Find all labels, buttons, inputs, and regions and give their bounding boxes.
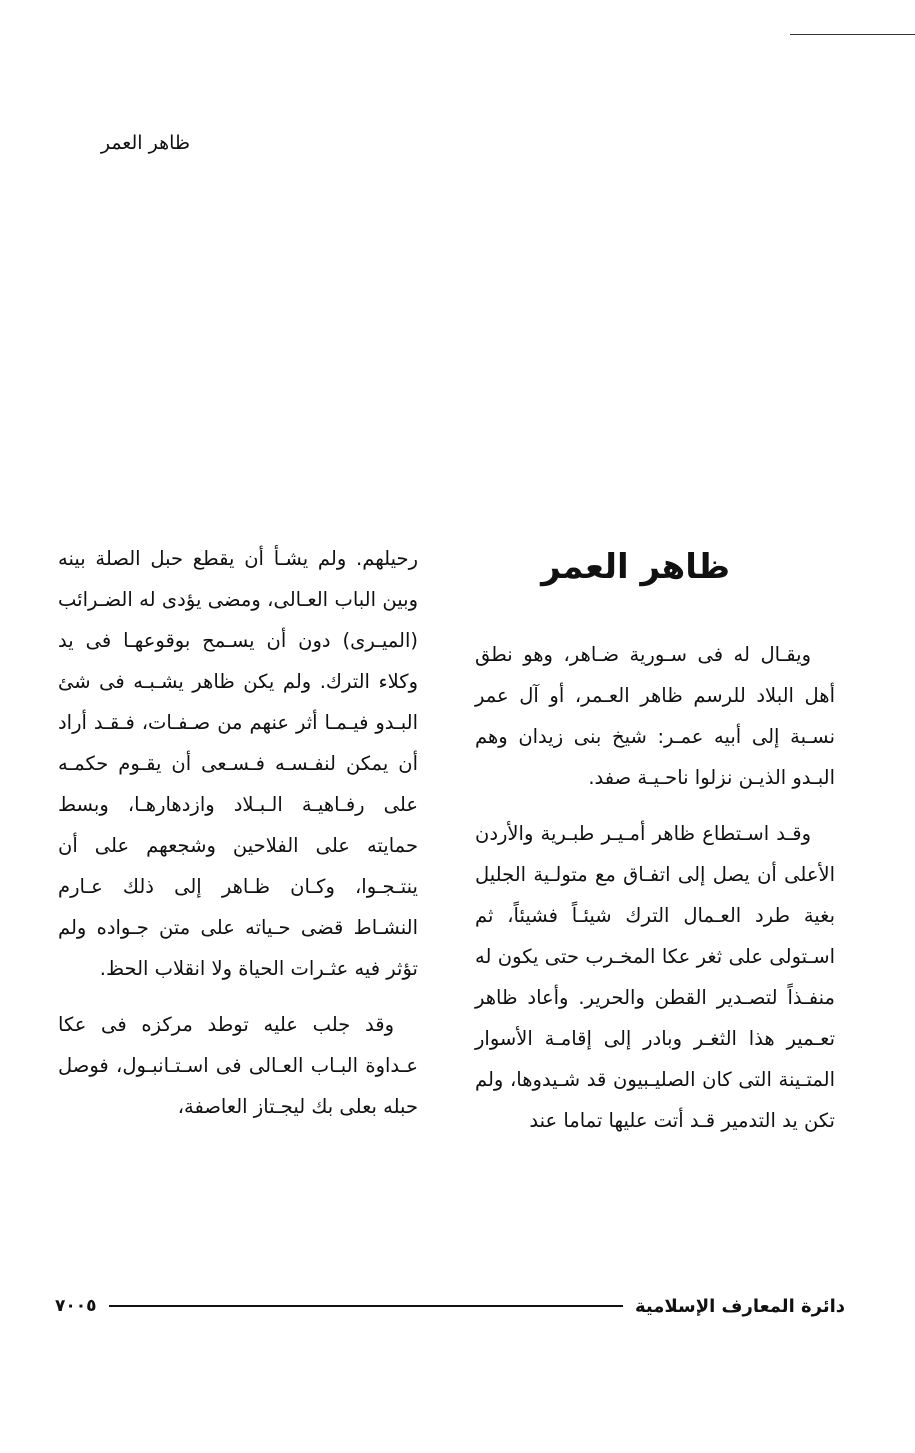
paragraph: رحيلهم. ولم يشـأ أن يقطع حبل الصلة بينه وبين الباب العـالى، ومضى يؤدى له الضـرائب (الميـرى) دون أن يسـمح بوقوعهـا فى يد وكلاء الترك. ولم يكن ظاهر يشـبـه فى شئ البـدو فيـمـا أثر عنهم من صـفـات، فـقـد أراد أن يمكن لنفـسـه فـسـعى أن يقـوم حكمـه على رفـاهيـة الـبـلاد وازدهارهـا، وبسط حمايته على الفلاحين وشجعهم على أن ينتـجـوا، وكـان ظـاهر إلى ذلك عـارم النشـاط قضى حـياته على متن جـواده ولم تؤثر فيه عثـرات الحياة ولا انقلاب الحظ.: [58, 547, 418, 980]
top-corner-rule: [790, 34, 915, 35]
right-column: [475, 538, 835, 1156]
paragraph: وقـد اسـتطاع ظاهر أمـيـر طبـرية والأردن الأعلى أن يصل إلى اتفـاق مع متولـية الجليل بغية طرد العـمال الترك شيئـاً فشيئاً، ثم اسـتولى على ثغر عكا المخـرب حتى يكون له منفـذاً لتصـدير القطن والحرير. وأعاد ظاهر تعـمير هذا الثغـر وبادر إلى إقامـة الأسوار المتـينة التى كان الصليـبيون قد شـيدوها، ولم تكن يد التدمير قـد أتت عليها تماما عند: [475, 822, 835, 1132]
page-number: ٧٠٠٥: [55, 1296, 97, 1316]
left-column: [58, 538, 418, 1142]
paragraph: ويقـال له فى سـورية ضـاهر، وهو نطق أهل البلاد للرسم ظاهر العـمر، أو آل عمر نسـبة إلى أبيه عمـر: شيخ بنى زيدان وهم البـدو الذيـن نزلوا ناحـيـة صفد.: [475, 643, 835, 789]
footer-rule: [109, 1305, 623, 1307]
page-footer: [55, 1292, 845, 1320]
article-title: ظاهر العمر: [541, 547, 730, 587]
paragraph: وقد جلب عليه توطد مركزه فى عكا عـداوة البـاب العـالى فى اسـتـانبـول، فوصل حبله بعلى بك ليجـتاز العاصفة،: [58, 1013, 418, 1118]
publication-title: دائرة المعارف الإسلامية: [634, 1295, 845, 1317]
running-header: ظاهر العمر: [100, 132, 190, 154]
